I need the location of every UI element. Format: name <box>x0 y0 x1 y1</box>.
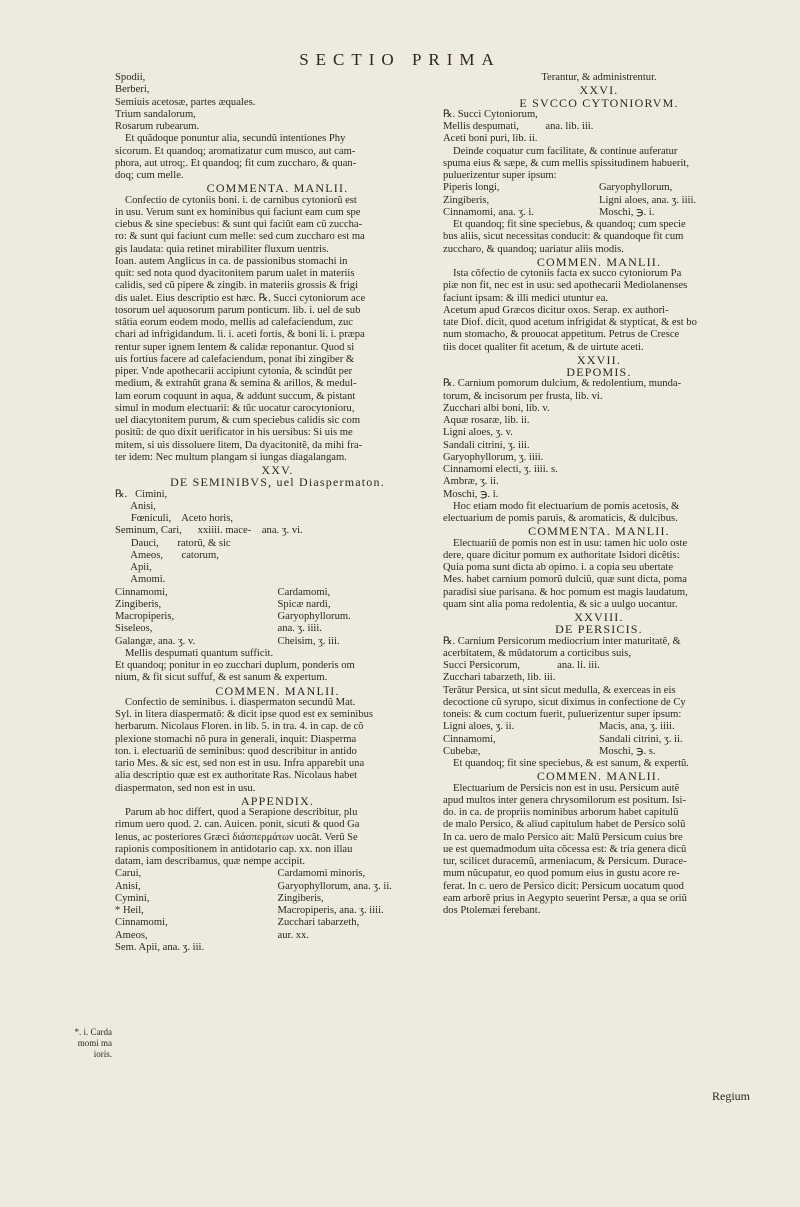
text-line: lenus, ac posteriores Græci διάσπερμάτων uocãt. Verũ Se <box>115 831 358 843</box>
table-cell: Cardamomi, <box>277 586 331 598</box>
table-cell: Galangæ, ana. ʒ. v. <box>115 635 196 647</box>
text-line: Et quandoq; fit sine speciebus, & quandoq; cum specie <box>453 219 686 230</box>
text-line: acerbitatem, & mũdatorum a corticibus suis, <box>443 647 631 659</box>
table-cell: Cheisim, ʒ. iii. <box>277 635 340 647</box>
paragraph <box>443 146 755 183</box>
text-line: Et quãdoque ponuntur alia, secundũ intentiones Phy <box>125 133 346 145</box>
text-line: Rosarum rubearum. <box>115 121 200 132</box>
text-line: *. i. Carda <box>74 1027 112 1037</box>
right-column <box>443 72 755 917</box>
text-line: de malo Persico, & aliud capitulum habet de Persico solũ <box>443 819 686 831</box>
text-line: Cinnamomi electi, ʒ. iiii. s. <box>443 464 558 475</box>
text-line: ferat. In c. uero de Persico dicit: Persicum uocatum quod <box>443 880 684 892</box>
table-cell: Moschi, ℈. i. <box>599 206 655 218</box>
text-line: mitem, si uis dissoluere litem, Da dyacitonitẽ, da mihi fra- <box>115 439 363 451</box>
paragraph <box>115 133 440 182</box>
text-line: faciunt ipsam: & illi medici utuntur ea. <box>443 292 609 304</box>
table-cell: Cinnamomi, <box>115 586 168 598</box>
paragraph <box>443 501 755 526</box>
table-row <box>443 746 755 758</box>
paragraph <box>443 219 755 256</box>
section-heading: COMMENTA. MANLII. <box>206 182 349 195</box>
text-line: Trium sandalorum, <box>115 108 196 120</box>
section-heading: COMMENTA. MANLII. <box>528 525 670 538</box>
text-line: ro: & sunt qui faciunt cum melle: sed cum zuccharo est ma <box>115 231 365 243</box>
table-cell: Macropiperis, <box>115 611 175 622</box>
paragraph <box>443 378 755 403</box>
table-row <box>443 721 755 733</box>
chapter-number: XXVIII. <box>574 611 624 624</box>
table-row <box>115 905 440 917</box>
text-line: Acetum apud Græcos dicitur oxos. Serap. ex authori- <box>443 304 669 316</box>
chapter-title: E SVCCO CYTONIORVM. <box>519 96 679 109</box>
text-line: Ioan. autem Anglicus in ca. de passionibus stomachi in <box>115 255 348 267</box>
text-line: Spodii, <box>115 72 146 83</box>
table-cell: Zingiberis, <box>115 598 162 610</box>
table-cell: Zingiberis, <box>277 892 324 904</box>
paragraph <box>443 268 755 354</box>
text-line: Parum ab hoc differt, quod a Serapione describitur, plu <box>125 807 358 818</box>
text-line: ℞. Carnium Persicorum mediocrium inter maturitatẽ, & <box>443 635 681 647</box>
chapter-title: DE SEMINIBVS, uel Diaspermaton. <box>170 476 385 489</box>
table-row <box>115 917 440 929</box>
text-line: Dauci, ratorũ, & sic <box>115 537 231 549</box>
text-line: tiis docet qualiter fit acetum, & de uirtute aceti. <box>443 341 644 353</box>
text-line: apud multos inter genera chrysomilorum est positum. Isi- <box>443 794 687 806</box>
text-line: Moschi, ℈. i. <box>443 488 499 500</box>
table-cell: Garyophyllorum, <box>599 182 673 194</box>
text-line: Amomi. <box>115 574 166 586</box>
text-line: In ca. uero de malo Persico ait: Malũ Persicum cuius bre <box>443 831 683 843</box>
text-line: rentur super ignem lentem & calidæ reponantur. Quod si <box>115 341 355 353</box>
text-line: Garyophyllorum, ʒ. iiii. <box>443 451 544 463</box>
paragraph <box>115 195 440 465</box>
text-line: Berberi, <box>115 84 150 96</box>
text-line: Ligni aloes, ʒ. v. <box>443 427 513 439</box>
text-line: dos Ptolemæi ferebant. <box>443 905 541 916</box>
text-line: Apii, <box>115 562 152 573</box>
table-cell: Ligni aloes, ʒ. ii. <box>443 721 515 733</box>
text-line: sicorum. Et quandoq; aromatizatur cum musco, aut cam- <box>115 145 356 157</box>
table-cell: Anisi, <box>115 880 141 892</box>
chapter-number: XXVII. <box>576 353 622 366</box>
text-line: Sandali citrini, ʒ. iii. <box>443 439 530 451</box>
recipe-list-block <box>443 403 755 501</box>
text-line: medium, & extrahũt grana & semina & arillos, & medul- <box>115 378 357 390</box>
table-cell: Zucchari tabarzeth, <box>277 917 360 929</box>
text-line: rapionis compositionem in antidotario cap. xx. non illau <box>115 843 353 855</box>
text-line: Succi Persicorum, ana. li. iii. <box>443 660 600 671</box>
text-line: Hoc etiam modo fit electuarium de pomis acetosis, & <box>453 500 680 512</box>
table-row <box>115 893 440 905</box>
table-cell: Garyophyllorum. <box>277 611 351 622</box>
text-line: decoctione cũ syrupo, sicut diximus in confectione de Cy <box>443 696 686 708</box>
text-line: tur, scilicet duracemũ, armeniacum, & Persicum. Durace- <box>443 856 687 867</box>
table-cell: Macis, ana, ʒ. iiii. <box>599 721 675 733</box>
catchword: Regium <box>712 1089 750 1103</box>
text-line: bus aliis, sicut necessitas conducit: & quandoque fit cum <box>443 231 684 243</box>
text-line: nium, & fit sicut suffuf, & est sanum & expertum. <box>115 672 328 684</box>
recipe-line: Et quandoq; fit sine speciebus, & est sanum, & expertũ. <box>453 758 689 769</box>
text-line: dere, quare dicitur pomum ex authoritate Isidori dicẽtis: <box>443 549 680 561</box>
text-line: Zucchari albi boni, lib. v. <box>443 402 550 414</box>
text-line: momi ma <box>77 1038 112 1048</box>
text-line: ℞. Cimini, <box>115 488 168 500</box>
text-line: piæ non fit, nec est in usu: sed apothecarii Mediolanenses <box>443 280 688 292</box>
table-cell: Cymini, <box>115 892 150 904</box>
text-line: chari ad infrigidandum. li. i. aceti fortis, & boni li. i. præpa <box>115 329 365 341</box>
text-line: piper. Vnde apothecarii accipiunt cytonia, & scindũt per <box>115 366 353 377</box>
text-line: Electuariũ de pomis non est in usu: tamen hic uolo oste <box>453 537 688 549</box>
text-line: ioris. <box>93 1049 112 1059</box>
ingredients-table <box>115 587 440 648</box>
text-line: Ameos, catorum, <box>115 549 219 561</box>
text-line: dis ualet. Eius descriptio est hæc. ℞. Succi cytoniorum ace <box>115 292 366 304</box>
text-line: plexione stomachi nõ pura in generali, inquit: Diasperma <box>115 733 357 745</box>
text-line: puluerizentur super ipsum: <box>443 170 557 181</box>
text-line: zuccharo, & quandoq; uariatur aliis modis. <box>443 243 624 255</box>
text-line: Electuarium de Persicis non est in usu. Persicum autẽ <box>453 782 680 794</box>
left-column <box>115 72 440 954</box>
text-line: do. in ca. de propriis nominibus arborum habet capitulũ <box>443 807 679 818</box>
table-cell: Siseleos, <box>115 623 153 635</box>
text-line: tosorum uel aquosorum parum ponticum. lib. i. uel de sub <box>115 304 361 316</box>
chapter-title: DE PERSICIS. <box>555 623 643 636</box>
text-line: tate Diof. dicit, quod acetum infrigidat & stypticat, & est bo <box>443 317 697 328</box>
text-line: Ista cõfectio de cytoniis facta ex succo cytoniorum Pa <box>453 268 682 279</box>
chapter-number: XXVI. <box>579 84 619 97</box>
table-cell: Carui, <box>115 868 142 880</box>
table-cell: Piperis longi, <box>443 182 500 194</box>
table-row <box>115 611 440 623</box>
table-row <box>115 636 440 648</box>
table-cell: Cinnamomi, ana. ʒ. i. <box>443 206 534 218</box>
table-cell: ana. ʒ. iiii. <box>277 623 322 635</box>
table-row <box>115 587 440 599</box>
paragraph <box>115 697 440 795</box>
text-line: ℞. Succi Cytoniorum, <box>443 108 538 120</box>
table-cell: Cubebæ, <box>443 745 481 757</box>
chapter-number: XXV. <box>261 464 294 477</box>
table-cell: Cinnamomi, <box>115 917 168 929</box>
text-line: lam eorum coquunt in aqua, & addunt succum, & pistant <box>115 390 356 402</box>
table-cell: aur. xx. <box>277 929 309 941</box>
table-cell <box>278 942 441 954</box>
text-line: stãtia eorum eodem modo, mellis ad calefaciendum, zuc <box>115 317 353 328</box>
text-line: diaspermaton, sed non est in usu. <box>115 782 256 794</box>
margin-note <box>48 1027 112 1060</box>
text-line: tario Mes. & sic est, sed non est in usu. Infra apparebit una <box>115 758 365 769</box>
text-line: simul in modum electuarii: & tũc uocatur carocytonioru, <box>115 402 355 414</box>
text-line: electuarium de pomis paruis, & aromaticis, & dulcibus. <box>443 513 678 524</box>
text-line: quit: sed nota quod dyacitonitem parum ualet in materiis <box>115 268 355 279</box>
table-row <box>115 930 440 942</box>
table-row <box>443 207 755 219</box>
text-line: alia descriptio quæ est ex authoritate Ras. Nicolaus habet <box>115 770 358 782</box>
text-line: Deinde coquatur cum facilitate, & continue auferatur <box>453 145 678 157</box>
paragraph <box>443 538 755 612</box>
text-line: ter idem: Nec multum plangam si iungas diagalangam. <box>115 451 347 463</box>
table-cell: Moschi, ℈. s. <box>599 745 656 757</box>
text-line: Syl. in litera diaspermatõ: & dicit ipse quod est ex seminibus <box>115 709 374 720</box>
text-line: Zucchari tabarzeth, lib. iii. <box>443 672 556 684</box>
table-cell: Macropiperis, ana. ʒ. iiii. <box>277 905 384 916</box>
text-line: datam, iam describamus, quæ nempe accipit. <box>115 856 306 867</box>
table-row <box>443 195 755 207</box>
ingredients-table <box>443 182 755 219</box>
text-line: uis fortius facere ad calefaciendum, ponat ibi zingiber & <box>115 353 355 365</box>
section-heading: COMMEN. MANLII. <box>536 770 662 783</box>
text-line: calidis, sed cũ pipere & zingib. in materiis grossis & frigi <box>115 280 359 292</box>
text-line: ℞. Carnium pomorum dulcium, & redolentium, munda- <box>443 378 682 390</box>
text-line: Aquæ rosaræ, lib. ii. <box>443 415 530 426</box>
table-row <box>115 942 440 954</box>
paragraph <box>443 636 755 722</box>
ingredients-table <box>115 868 440 954</box>
chapter-title: DEPOMIS. <box>566 366 632 379</box>
text-line: Et quandoq; ponitur in eo zucchari duplum, ponderis om <box>115 660 355 671</box>
table-row <box>115 868 440 880</box>
table-row <box>115 599 440 611</box>
table-cell: Cardamomi minoris, <box>277 868 366 880</box>
text-line: herbarum. Nicolaus Floren. in lib. 5. in tra. 4. in cap. de cõ <box>115 721 364 733</box>
text-line: Terãtur Persica, ut sint sicut medulla, & exerceas in eis <box>443 684 676 696</box>
text-line: quam sint alia poma redolentia, & sic a uulgo uocantur. <box>443 598 678 610</box>
text-line: Mellis despumati, ana. lib. iii. <box>443 121 594 132</box>
text-line: in usu. Verum sunt ex hominibus qui faciunt eam cum spe <box>115 206 361 218</box>
text-line: ton. i. electuariũ de seminibus: quod describitur in antido <box>115 745 357 757</box>
recipe-list-block <box>443 109 755 146</box>
table-cell: Sandali citrini, ʒ. ii. <box>599 733 683 745</box>
table-row <box>115 881 440 893</box>
text-line: Seminum, Cari, xxiiii. mace- ana. ʒ. vi. <box>115 525 303 537</box>
section-heading: COMMEN. MANLII. <box>215 684 340 697</box>
recipe-list-block <box>115 72 440 133</box>
table-cell: Garyophyllorum, ana. ʒ. ii. <box>277 880 392 892</box>
ingredients-table <box>443 721 755 758</box>
text-line: Terantur, & administrentur. <box>541 72 657 83</box>
table-row <box>443 182 755 194</box>
table-row <box>443 734 755 746</box>
text-line: Fœniculi, Aceto horis, <box>115 513 233 524</box>
text-line: Mes. habet carnium pomorũ dulciũ, quæ sunt dicta, poma <box>443 574 687 586</box>
paragraph <box>443 783 755 918</box>
text-line: Confectio de cytoniis boni. i. de carnibus cytoniorũ est <box>125 194 357 206</box>
table-cell: * Heil, <box>115 905 144 916</box>
running-head: SECTIO PRIMA <box>299 50 501 69</box>
text-line: rimum uero quod. 2. can. Auicen. ponit, sicuti & quod Ga <box>115 819 360 831</box>
text-line: phora, aut utroq;. Et quandoq; fit cum zuccharo, & quan- <box>115 157 357 169</box>
section-heading: COMMEN. MANLII. <box>536 255 662 268</box>
text-line: Aceti boni puri, lib. ii. <box>443 133 538 145</box>
table-cell: Cinnamomi, <box>443 733 496 745</box>
table-cell: Ligni aloes, ana. ʒ. iiii. <box>599 194 697 206</box>
table-cell: Zingiberis, <box>443 194 490 206</box>
text-line: toneis: & cum coctum fuerit, puluerizentur super ipsum: <box>443 709 682 720</box>
text-line: num stomacho, & prouocat appetitum. Petrus de Cresce <box>443 329 680 341</box>
text-line: eam arborẽ prius in Aegypto seuerint Persæ, a qua se oriũ <box>443 892 687 904</box>
text-line: ciebus & sine speciebus: & sunt qui faciũt eam cũ zuccha- <box>115 219 363 230</box>
recipe-list-block <box>115 489 440 587</box>
text-line: uel diacytonitem purum, & cum speciebus calidis sic com <box>115 415 361 426</box>
table-cell: Spicæ nardi, <box>277 598 331 610</box>
text-line: Anisi, <box>115 500 156 512</box>
paragraph <box>115 807 440 868</box>
text-line: Semiuis acetosæ, partes æquales. <box>115 96 256 108</box>
text-line: paradisi siue parisana. & hoc pomum est magis laudatum, <box>443 586 688 598</box>
section-heading: APPENDIX. <box>240 794 315 807</box>
recipe-line: Mellis despumati quantum sufficit. <box>125 647 274 659</box>
text-line: torum, & incisorum per frusta, lib. vi. <box>443 390 603 402</box>
table-cell: Sem. Apii, ana. ʒ. iii. <box>115 941 205 953</box>
text-line: gis laudata: quia retinet mirabiliter fluxum uentris. <box>115 243 329 255</box>
text-line: Ambræ, ʒ. ii. <box>443 476 499 488</box>
table-cell: Ameos, <box>115 929 148 941</box>
text-line: doq; cum melle. <box>115 170 184 181</box>
paragraph <box>115 660 440 685</box>
text-line: mum nũcupatur, eo quod pomum eius in gustu acore re- <box>443 868 680 880</box>
text-line: Confectio de seminibus. i. diaspermaton secundũ Mat. <box>125 696 356 708</box>
text-line: Quia poma sunt dicta ab opimo. i. a copia seu ubertate <box>443 562 674 573</box>
text-line: ue est quemadmodum uita cõcessa est: & tria genera dicũ <box>443 843 687 855</box>
table-row <box>115 623 440 635</box>
text-line: positũ: de quo dixit uerificator in his uersibus: Si uis me <box>115 427 353 439</box>
text-line: spuma eius & sæpe, & cum mellis spissitudinem habuerit, <box>443 157 689 169</box>
